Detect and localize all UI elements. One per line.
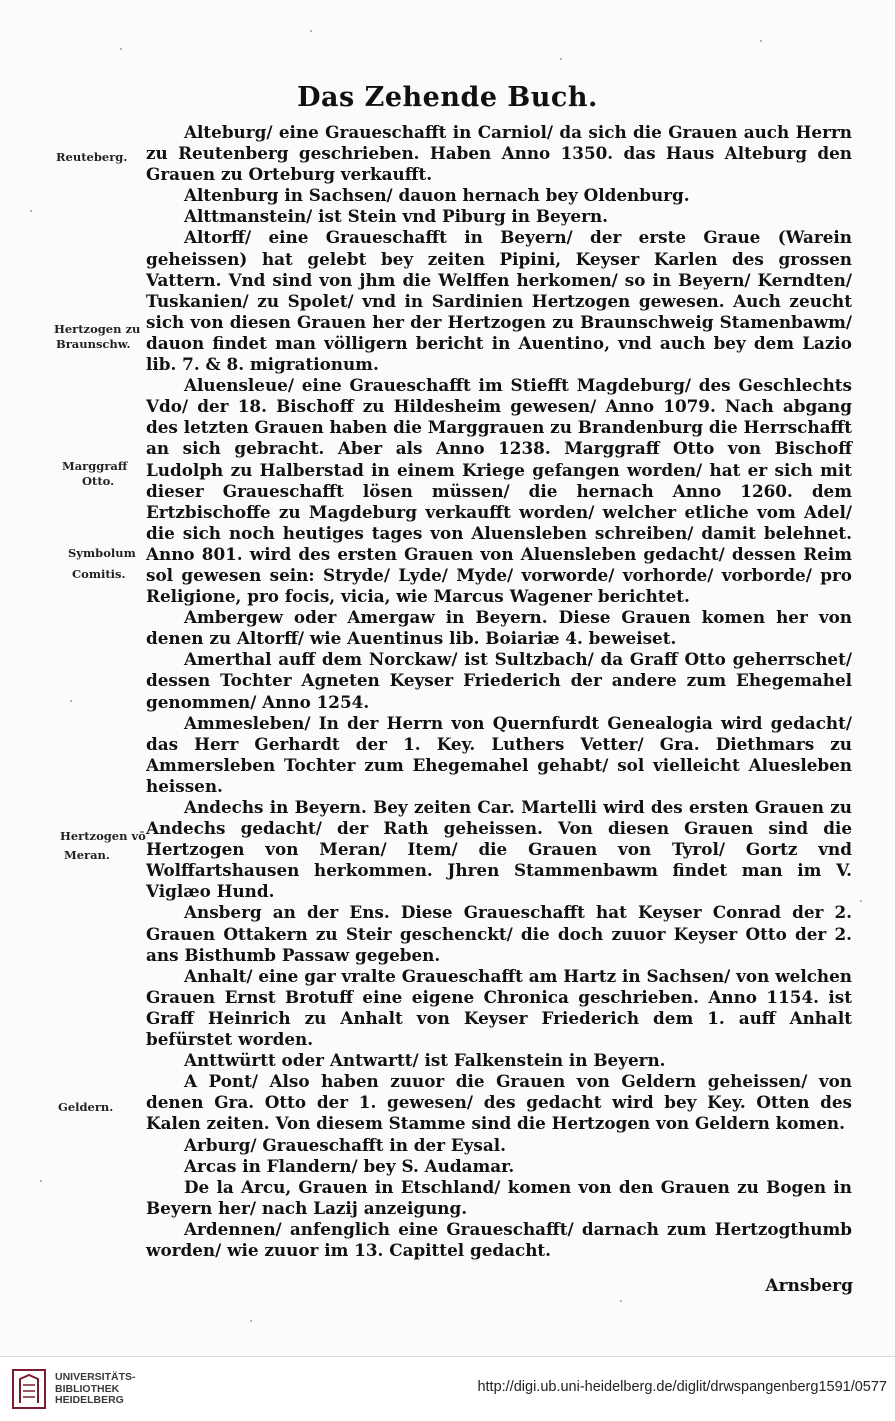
margin-note-otto: Otto. — [82, 474, 115, 488]
library-name-line-2: BIBLIOTHEK — [55, 1382, 120, 1395]
entry-altenburg: Altenburg in Sachsen/ dauon hernach bey Oldenburg. — [184, 185, 690, 206]
entry-arcas: Arcas in Flandern/ bey S. Audamar. — [184, 1155, 515, 1176]
margin-note-meran: Meran. — [64, 848, 110, 862]
margin-note-symbolum: Symbolum — [68, 546, 136, 560]
catchword: Arnsberg — [765, 1276, 853, 1296]
running-head: Das Zehende Buch. — [297, 82, 598, 113]
margin-note-hertzogen-meran: Hertzogen vō — [60, 829, 146, 843]
main-text — [146, 122, 852, 1261]
entry-arburg: Arburg/ Graueschafft in der Eysal. — [184, 1134, 506, 1155]
entry-alteburg: Alteburg/ eine Graueschafft in Carniol/ da sich die Grauen auch Herrn zu Reutenberg geschrieben. Haben Anno 1350. das Haus Alteburg den Grauen zu Orteburg verkaufft. — [146, 122, 852, 185]
university-library-logo-icon — [12, 1369, 46, 1409]
library-name-line-1: UNIVERSITÄTS- — [55, 1371, 136, 1383]
entry-ansberg: Ansberg an der Ens. Diese Graueschafft hat Keyser Conrad der 2. Grauen Ottakern zu Steir geschenckt/ die doch zuuor Keyser Otto der 2. ans Bisthumb Passaw gegeben. — [146, 902, 852, 965]
permalink[interactable]: http://digi.ub.uni-heidelberg.de/diglit/drwspangenberg1591/0577 — [477, 1379, 887, 1395]
entry-andechs: Andechs in Beyern. Bey zeiten Car. Martelli wird des ersten Grauen zu Andechs gedacht/ der Rath geheissen. Von diesen Grauen sind die Hertzogen von Meran/ Item/ die Grauen von Tyrol/ Gortz vnd Wolffartshausen herkommen. Jhren Stammenbawm findet man im V. Viglæo Hund. — [146, 797, 852, 902]
entry-aluensleue: Aluensleue/ eine Graueschafft im Stiefft Magdeburg/ des Geschlechts Vdo/ der 18. Bischoff zu Hildesheim gewesen/ Anno 1079. Nach abgang des letzten Grauen haben die Marggrauen zu Brandenburg die Herrschafft an sich gebracht. Aber als Anno 1238. Marggraff Otto von Bischoff Ludolph zu Halberstad in einem Kriege gefangen worden/ hat er sich mit dieser Graueschafft lösen müssen/ die hernach Anno 1260. dem Ertzbischoffe zu Magdeburg verkaufft worden/ welcher etliche vom Adel/ die sich noch heutiges tages von Aluensleben schreiben/ damit belehnet. Anno 801. wird des ersten Grauen von Aluensleben gedacht/ dessen Reim sol gewesen sein: Stryde/ Lyde/ Myde/ vorworde/ vorhorde/ vorborde/ pro Religione, pro focis, vicia, wie Marcus Wagener berichtet. — [146, 375, 852, 607]
entry-anttwurtt: Anttwürtt oder Antwartt/ ist Falkenstein in Beyern. — [184, 1050, 666, 1071]
library-name — [55, 1372, 136, 1407]
margin-note-marggraff: Marggraff — [62, 459, 128, 473]
entry-a-pont: A Pont/ Also haben zuuor die Grauen von Geldern geheissen/ von denen Gra. Otto der 1. gewesen/ des gedacht wird bey Key. Otten des Kalen zeiten. Von diesem Stamme sind die Hertzogen von Geldern komen. — [146, 1071, 852, 1134]
margin-note-comitis: Comitis. — [72, 567, 126, 581]
margin-note-reuteberg: Reuteberg. — [56, 150, 128, 164]
entry-ammesleben: Ammesleben/ In der Herrn von Quernfurdt Genealogia wird gedacht/ das Herr Gerhardt der 1. Key. Luthers Vetter/ Gra. Diethmars zu Ammersleben Tochter zum Ehegemahel gehabt/ sol vielleicht Aluesleben heissen. — [146, 712, 852, 796]
entry-alttmanstein: Alttmanstein/ ist Stein vnd Piburg in Beyern. — [184, 206, 608, 227]
entry-ardennen: Ardennen/ anfenglich eine Graueschafft/ darnach zum Hertzogthumb worden/ wie zuuor im 13. Capittel gedacht. — [146, 1218, 852, 1260]
entry-amerthal: Amerthal auff dem Norckaw/ ist Sultzbach/ da Graff Otto geherrschet/ dessen Tochter Agneten Keyser Friederich der andere zum Ehegemahel genommen/ Anno 1254. — [146, 649, 852, 712]
entry-de-la-arcu: De la Arcu, Grauen in Etschland/ komen von den Grauen zu Bogen in Beyern her/ nach Lazij anzeigung. — [146, 1176, 852, 1218]
footer-bar — [0, 1356, 895, 1421]
entry-ambergew: Ambergew oder Amergaw in Beyern. Diese Grauen komen her von denen zu Altorff/ wie Auentinus lib. Boiariæ 4. beweiset. — [146, 607, 852, 649]
margin-notes — [0, 0, 146, 1356]
margin-note-geldern: Geldern. — [58, 1100, 114, 1114]
margin-note-hertzogen-braunschweig: Hertzogen zu — [54, 322, 141, 336]
library-name-line-3: HEIDELBERG — [55, 1394, 124, 1406]
entry-altorff: Altorff/ eine Graueschafft in Beyern/ der erste Graue (Warein geheissen) hat gelebt bey zeiten Pipini, Keyser Karlen des grossen Vattern. Vnd sind von jhm die Welffen herkomen/ so in Beyern/ Kerndten/ Tuskanien/ zu Spolet/ vnd in Sardinien Hertzogen gewesen. Auch zeucht sich von diesen Grauen her der Hertzogen zu Braunschweig Stamenbawm/ dauon findet man völligern bericht in Auentino, vnd auch bey dem Lazio lib. 7. & 8. migrationum. — [146, 227, 852, 375]
entry-anhalt: Anhalt/ eine gar vralte Graueschafft am Hartz in Sachsen/ von welchen Grauen Ernst Brotuff eine eigene Chronica geschrieben. Anno 1154. ist Graff Heinrich zu Anhalt von Keyser Friederich dem 1. auff Anhalt befürstet worden. — [146, 965, 852, 1050]
margin-note-braunschw: Braunschw. — [56, 337, 131, 351]
